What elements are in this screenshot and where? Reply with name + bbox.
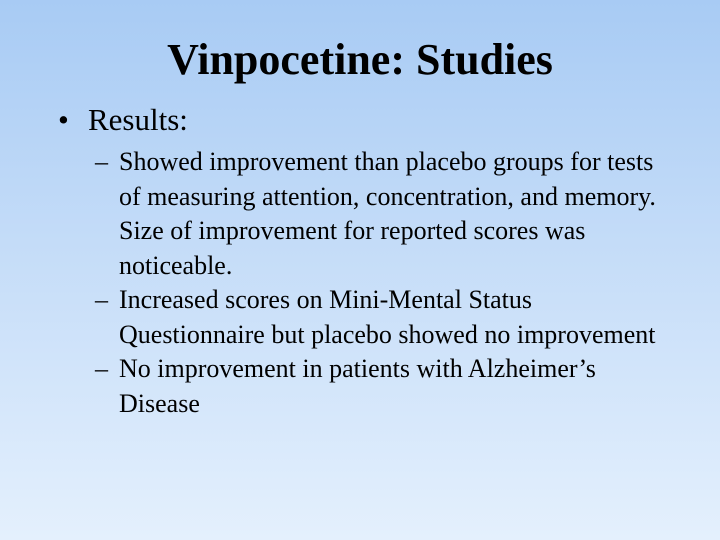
slide-title: Vinpocetine: Studies <box>167 35 553 84</box>
sub-bullet-dash: – <box>95 285 108 314</box>
bullet-marker: • <box>58 102 69 137</box>
sub-bullet-item <box>95 283 675 352</box>
sub-bullet-dash: – <box>95 147 108 176</box>
sub-bullet-dash: – <box>95 354 108 383</box>
bullet-results <box>58 100 188 140</box>
sub-bullet-item <box>95 145 675 283</box>
sub-bullet-text: No improvement in patients with Alzheimer’s Disease <box>119 354 596 418</box>
bullet-label: Results: <box>88 102 188 137</box>
sub-bullet-item <box>95 352 675 421</box>
sub-bullet-text: Showed improvement than placebo groups for tests of measuring attention, concentration, and memory. Size of improvement for reported scores was noticeable. <box>119 147 656 280</box>
sub-bullet-text: Increased scores on Mini-Mental Status Questionnaire but placebo showed no improvement <box>119 285 656 349</box>
sub-bullet-list <box>95 145 675 421</box>
